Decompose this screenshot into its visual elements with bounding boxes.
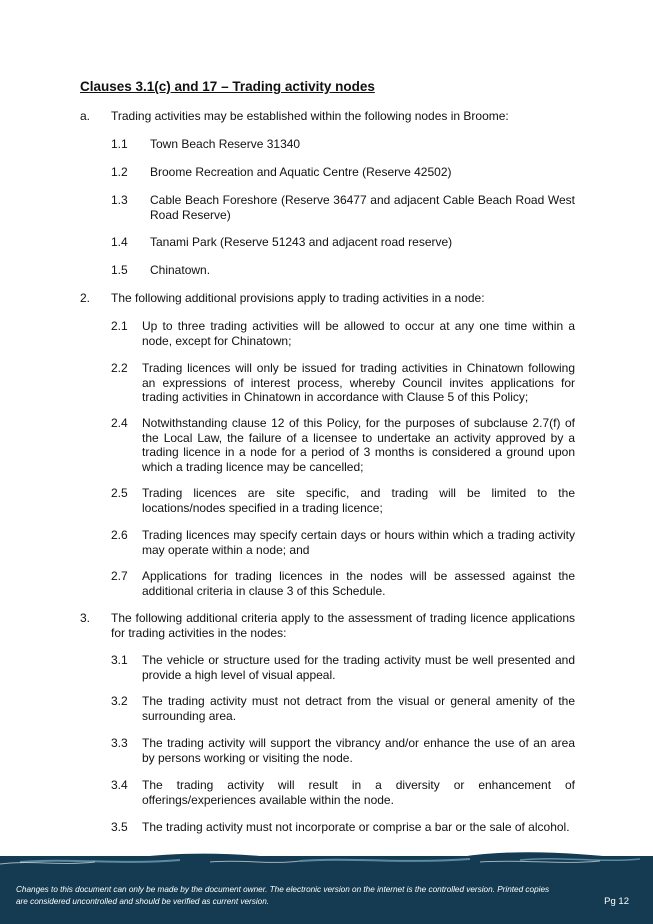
item-number: 1.2 (111, 165, 128, 179)
item-number: 3.1 (111, 653, 128, 667)
item-number: 2.7 (111, 569, 128, 583)
item-text: The following additional criteria apply to the assessment of trading licence applications for trading activities in the nodes: (111, 611, 575, 640)
item-text: Notwithstanding clause 12 of this Policy, for the purposes of subclause 2.7(f) of the Local Law, the failure of a licensee to undertake an activity approved by a trading licence in a node for a period of 3 months is considered a ground upon which a trading licence may be cancelled; (142, 416, 575, 474)
item-number: 2. (80, 291, 91, 305)
footer-disclaimer: Changes to this document can only be made by the document owner. The electronic version on the internet is the controlled version. Printed copies are considered uncontrolled and should be verified as current version. (16, 885, 550, 906)
item-text: Cable Beach Foreshore (Reserve 36477 and adjacent Cable Beach Road West Road Reserve) (150, 193, 575, 222)
item-number: 3.4 (111, 778, 128, 792)
item-number: 2.1 (111, 319, 128, 333)
item-text: The trading activity will result in a diversity or enhancement of offerings/experiences available within the node. (142, 778, 575, 807)
item-text: The following additional provisions apply to trading activities in a node: (111, 291, 485, 305)
item-text: Tanami Park (Reserve 51243 and adjacent road reserve) (150, 235, 453, 249)
item-text: The vehicle or structure used for the trading activity must be well presented and provide a high level of visual appeal. (142, 653, 575, 682)
item-number: 3.2 (111, 694, 128, 708)
item-text: Applications for trading licences in the nodes will be assessed against the additional criteria in clause 3 of this Schedule. (142, 569, 575, 598)
item-text: Town Beach Reserve 31340 (150, 137, 301, 151)
item-number: 1.4 (111, 235, 128, 249)
item-text: Broome Recreation and Aquatic Centre (Reserve 42502) (150, 165, 452, 179)
item-text: The trading activity will support the vibrancy and/or enhance the use of an area by persons working or visiting the node. (142, 736, 575, 765)
item-text: Trading licences may specify certain days or hours within which a trading activity may operate within a node; and (142, 528, 575, 557)
section-heading: Clauses 3.1(c) and 17 – Trading activity nodes (80, 79, 375, 94)
page-footer (0, 856, 653, 924)
item-number: 3.3 (111, 736, 128, 750)
item-text: Chinatown. (150, 263, 211, 277)
item-number: 2.4 (111, 416, 128, 430)
wave-decoration (0, 850, 653, 876)
page-number: Pg 12 (604, 896, 629, 907)
item-text: The trading activity must not detract from the visual or general amenity of the surrounding area. (142, 694, 575, 723)
item-text: The trading activity must not incorporate or comprise a bar or the sale of alcohol. (142, 820, 570, 834)
item-number: 2.2 (111, 361, 128, 375)
item-number: 2.5 (111, 486, 128, 500)
item-number: 1.3 (111, 193, 128, 207)
item-text: Trading licences are site specific, and trading will be limited to the locations/nodes specified in a trading licence; (142, 486, 575, 515)
item-number: 3. (80, 611, 91, 625)
item-number: 1.5 (111, 263, 128, 277)
item-number: 2.6 (111, 528, 128, 542)
item-text: Trading licences will only be issued for trading activities in Chinatown following an expressions of interest process, whereby Council invites applications for trading activities in Chinatown in accordance with Clause 5 of this Policy; (142, 361, 575, 404)
item-number: 1.1 (111, 137, 128, 151)
item-number: 3.5 (111, 820, 128, 834)
item-text: Up to three trading activities will be allowed to occur at any one time within a node, except for Chinatown; (142, 319, 575, 348)
item-number: a. (80, 109, 91, 123)
item-text: Trading activities may be established within the following nodes in Broome: (111, 109, 509, 123)
